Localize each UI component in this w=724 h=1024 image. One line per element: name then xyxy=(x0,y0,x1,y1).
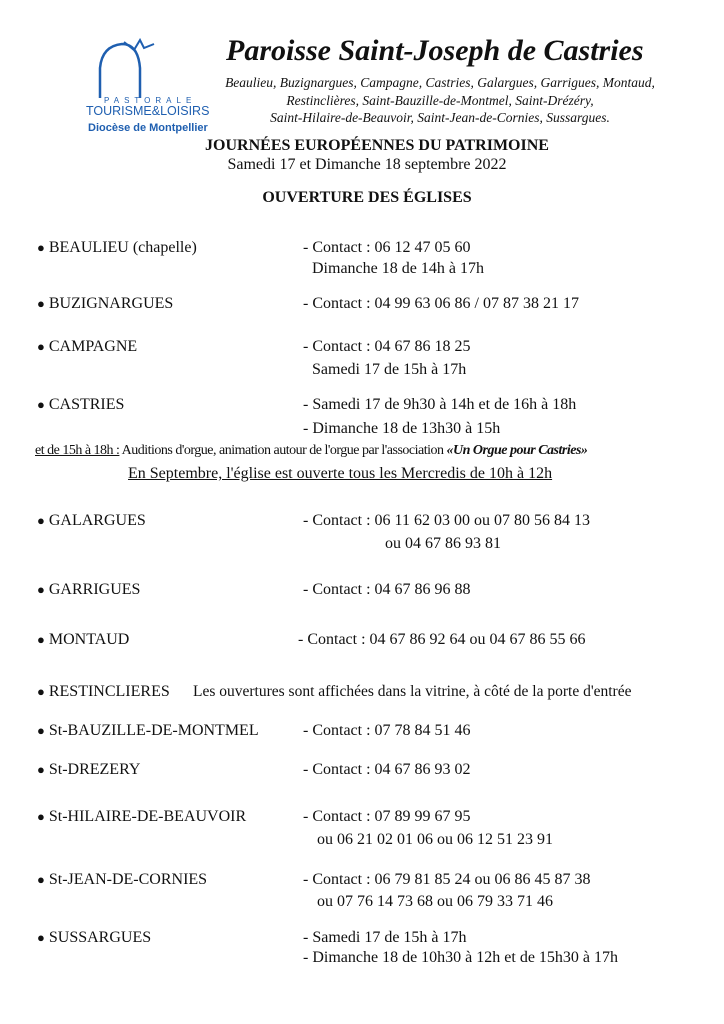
entry-line: ou 06 21 02 01 06 ou 06 12 51 23 91 xyxy=(317,831,553,848)
entry-line: Dimanche 18 de 14h à 17h xyxy=(312,260,484,277)
church-garrigues: ● GARRIGUES xyxy=(37,581,141,598)
logo-line2: TOURISME&LOISIRS xyxy=(86,104,210,118)
villages-line: Restinclières, Saint-Bauzille-de-Montmel, Saint-Drézéry, xyxy=(286,92,594,108)
entry-line: - Dimanche 18 de 13h30 à 15h xyxy=(303,420,501,437)
page-title: Paroisse Saint-Joseph de Castries xyxy=(226,34,644,67)
entry-line: - Contact : 06 11 62 03 00 ou 07 80 56 84 13 xyxy=(303,512,590,529)
church-st-bauzille: ● St-BAUZILLE-DE-MONTMEL xyxy=(37,722,259,739)
church-beaulieu: ● BEAULIEU (chapelle) xyxy=(37,239,197,256)
villages-line: Saint-Hilaire-de-Beauvoir, Saint-Jean-de-Cornies, Sussargues. xyxy=(270,110,610,125)
church-montaud: ● MONTAUD xyxy=(37,631,130,648)
entry-line: - Contact : 06 79 81 85 24 ou 06 86 45 87 38 xyxy=(303,871,591,888)
church-st-hilaire: ● St-HILAIRE-DE-BEAUVOIR xyxy=(37,808,247,825)
event-title: JOURNÉES EUROPÉENNES DU PATRIMOINE xyxy=(205,137,549,154)
church-campagne: ● CAMPAGNE xyxy=(37,338,138,355)
entry-line: - Contact : 04 99 63 06 86 / 07 87 38 21 17 xyxy=(303,295,579,312)
logo-line1: PASTORALE xyxy=(104,96,197,105)
entry-line: - Contact : 06 12 47 05 60 xyxy=(303,239,471,256)
entry-line: - Contact : 07 89 99 67 95 xyxy=(303,808,471,825)
church-buzignargues: ● BUZIGNARGUES xyxy=(37,295,174,312)
entry-line: - Contact : 04 67 86 93 02 xyxy=(303,761,471,778)
church-galargues: ● GALARGUES xyxy=(37,512,146,529)
entry-line: - Samedi 17 de 15h à 17h xyxy=(303,929,467,946)
church-st-jean: ● St-JEAN-DE-CORNIES xyxy=(37,871,208,888)
church-castries: ● CASTRIES xyxy=(37,396,125,413)
church-restinclieres: ● RESTINCLIERES xyxy=(37,683,170,700)
entry-line: - Contact : 04 67 86 92 64 ou 04 67 86 55 66 xyxy=(298,631,586,648)
villages-list xyxy=(200,74,680,127)
entry-line: Samedi 17 de 15h à 17h xyxy=(312,361,467,378)
september-note: En Septembre, l'église est ouverte tous les Mercredis de 10h à 12h xyxy=(128,465,553,482)
logo-line3: Diocèse de Montpellier xyxy=(88,122,208,134)
entry-line: ou 04 67 86 93 81 xyxy=(385,535,501,552)
arch-bird-icon xyxy=(88,38,198,100)
entry-line: ou 07 76 14 73 68 ou 06 79 33 71 46 xyxy=(317,893,553,910)
entry-line: - Samedi 17 de 9h30 à 14h et de 16h à 18h xyxy=(303,396,577,413)
pastorale-logo xyxy=(86,38,210,138)
entry-line: - Contact : 04 67 86 18 25 xyxy=(303,338,471,355)
church-sussargues: ● SUSSARGUES xyxy=(37,929,152,946)
section-title: OUVERTURE DES ÉGLISES xyxy=(262,189,472,206)
entry-line: - Contact : 04 67 86 96 88 xyxy=(303,581,471,598)
entry-line: - Contact : 07 78 84 51 46 xyxy=(303,722,471,739)
villages-line: Beaulieu, Buzignargues, Campagne, Castries, Galargues, Garrigues, Montaud, xyxy=(225,75,655,90)
event-dates: Samedi 17 et Dimanche 18 septembre 2022 xyxy=(227,156,507,173)
entry-line: Les ouvertures sont affichées dans la vitrine, à côté de la porte d'entrée xyxy=(193,683,632,700)
castries-organ-note: et de 15h à 18h : Auditions d'orgue, animation autour de l'orgue par l'association «Un Orgue pour Castries» xyxy=(35,443,588,458)
church-st-drezery: ● St-DREZERY xyxy=(37,761,141,778)
entry-line: - Dimanche 18 de 10h30 à 12h et de 15h30 à 17h xyxy=(303,949,619,966)
